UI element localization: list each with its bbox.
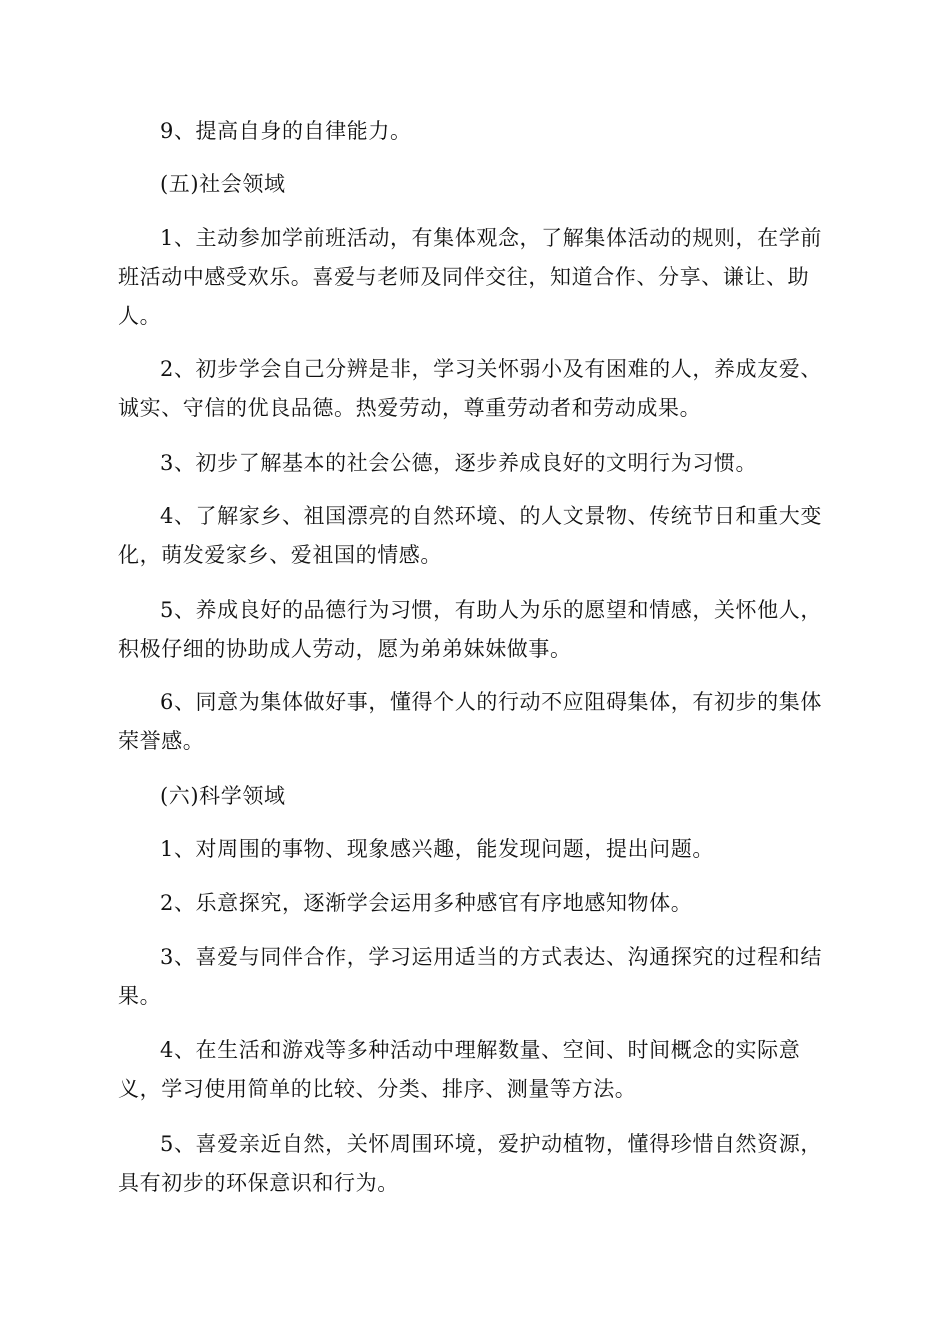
social-item-3-paragraph: 3、初步了解基本的社会公德，逐步养成良好的文明行为习惯。 [160, 451, 758, 475]
science-item-3-paragraph: 3、喜爱与同伴合作，学习运用适当的方式表达、沟通探究的过程和结果。 [118, 945, 822, 1008]
science-item-4-paragraph: 4、在生活和游戏等多种活动中理解数量、空间、时间概念的实际意义，学习使用简单的比较、分类、排序、测量等方法。 [118, 1038, 801, 1101]
social-item-2-paragraph: 2、初步学会自己分辨是非，学习关怀弱小及有困难的人，养成友爱、诚实、守信的优良品德。热爱劳动，尊重劳动者和劳动成果。 [118, 357, 822, 420]
science-item-1-paragraph: 1、对周围的事物、现象感兴趣，能发现问题，提出问题。 [160, 837, 714, 861]
section-heading-science: (六)科学领域 [160, 784, 286, 808]
section-heading-social: (五)社会领域 [160, 172, 286, 196]
science-item-2-paragraph: 2、乐意探究，逐渐学会运用多种感官有序地感知物体。 [160, 891, 693, 915]
social-item-1-paragraph: 1、主动参加学前班活动，有集体观念，了解集体活动的规则，在学前班活动中感受欢乐。喜爱与老师及同伴交往，知道合作、分享、谦让、助人。 [118, 226, 822, 328]
social-item-5-paragraph: 5、养成良好的品德行为习惯，有助人为乐的愿望和情感，关怀他人，积极仔细的协助成人劳动，愿为弟弟妹妹做事。 [118, 598, 822, 661]
science-item-5-paragraph: 5、喜爱亲近自然，关怀周围环境，爱护动植物，懂得珍惜自然资源，具有初步的环保意识和行为。 [118, 1132, 822, 1195]
item-9-paragraph: 9、提高自身的自律能力。 [160, 119, 412, 143]
social-item-4-paragraph: 4、了解家乡、祖国漂亮的自然环境、的人文景物、传统节日和重大变化，萌发爱家乡、爱祖国的情感。 [118, 504, 822, 567]
social-item-6-paragraph: 6、同意为集体做好事，懂得个人的行动不应阻碍集体，有初步的集体荣誉感。 [118, 690, 822, 753]
